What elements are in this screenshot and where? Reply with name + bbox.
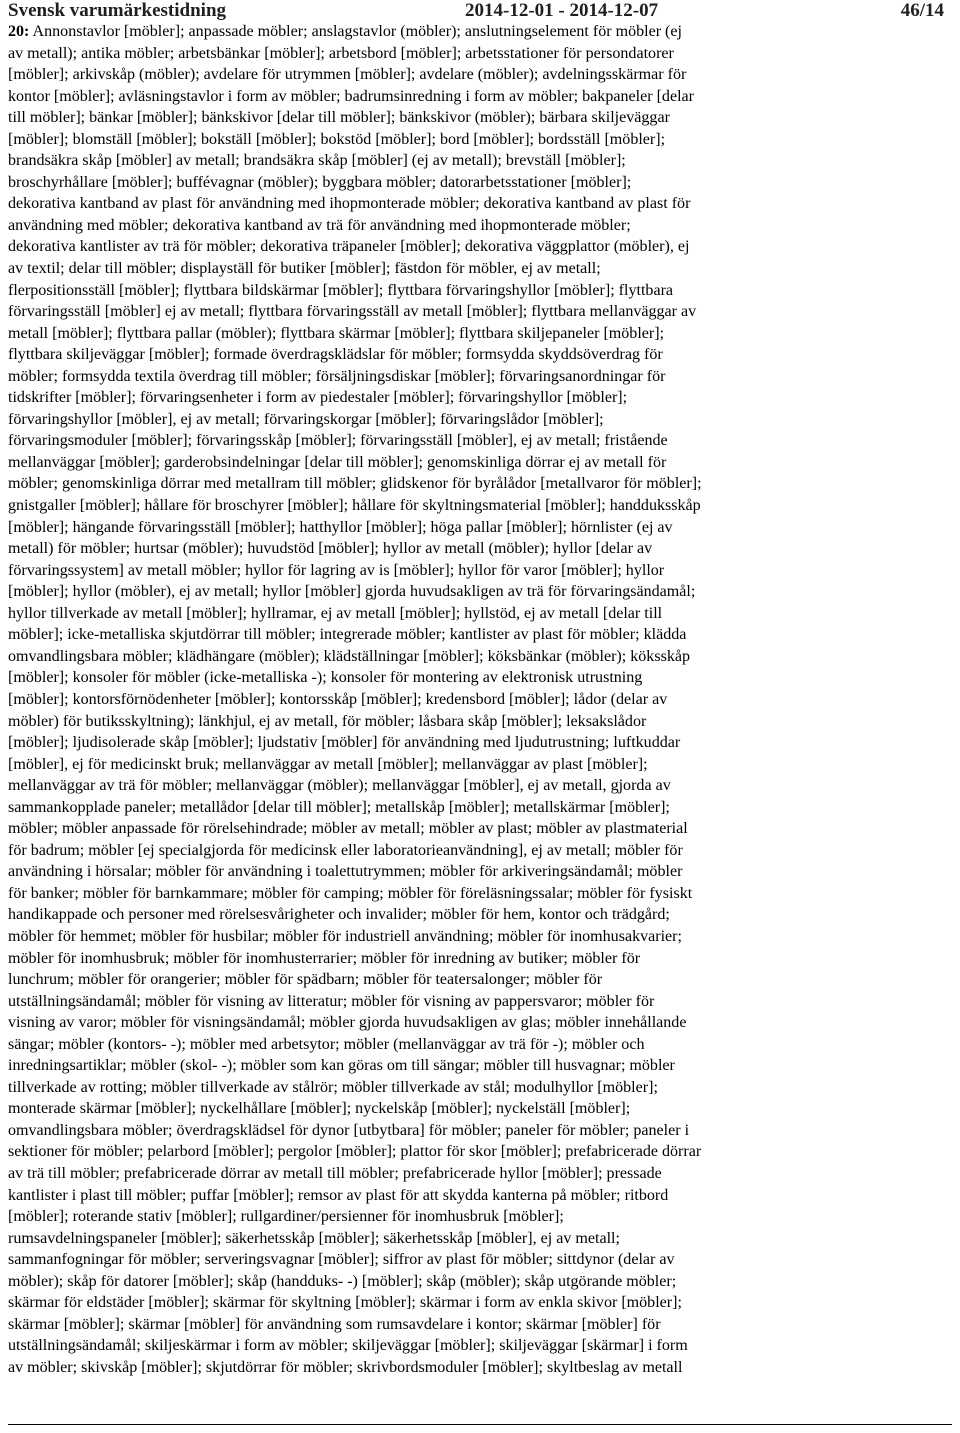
text-line: utställningsändamål; möbler för visning av litteratur; möbler för visning av pappersvaror; möbler för [8, 991, 655, 1010]
running-header [8, 0, 952, 22]
page-number: 46/14 [900, 0, 944, 21]
text-line: flerpositionsställ [möbler]; flyttbara bildskärmar [möbler]; flyttbara förvaringshyllor [möbler]; flyttbara [8, 280, 674, 299]
text-line: [möbler]; kontorsförnödenheter [möbler]; kontorsskåp [möbler]; kredensbord [möbler]; lådor (delar av [8, 689, 668, 708]
text-line: gnistgaller [möbler]; hållare för broschyrer [möbler]; hållare för skyltningsmaterial [möbler]; handduksskåp [8, 496, 701, 515]
text-line: av möbler; skivskåp [möbler]; skjutdörrar för möbler; skrivbordsmoduler [möbler]; skyltbeslag av metall [8, 1357, 683, 1376]
text-line: möbler; möbler anpassade för rörelsehindrade; möbler av metall; möbler av plast; möbler av plastmaterial [8, 819, 688, 838]
text-line: [möbler]; blomställ [möbler]; bokställ [möbler]; bokstöd [möbler]; bord [möbler]; bordsställ [möbler]; [8, 129, 666, 148]
text-line: [möbler]; arkivskåp (möbler); avdelare för utrymmen [möbler]; avdelare (möbler); avdelningsskärmar för [8, 65, 687, 84]
text-line: mellanväggar [möbler]; garderobsindelningar [delar till möbler]; genomskinliga dörrar ej av metall för [8, 452, 667, 471]
text-line: möbler) för butiksskyltning); länkhjul, ej av metall, för möbler; låsbara skåp [möbler]; leksakslådor [8, 711, 647, 730]
text-line: visning av varor; möbler för visningsändamål; möbler gjorda huvudsakligen av glas; möbler innehållande [8, 1013, 687, 1032]
text-line: möbler; formsydda textila överdrag till möbler; försäljningsdiskar [möbler]; förvaringsanordningar för [8, 366, 666, 385]
text-line: [möbler]; roterande stativ [möbler]; rullgardiner/persienner för inomhusbruk [möbler]; [8, 1207, 564, 1226]
text-line: dekorativa kantlister av trä för möbler; dekorativa träpaneler [möbler]; dekorativa väggplattor (möbler), ej [8, 237, 690, 256]
text-line: monterade skärmar [möbler]; nyckelhållare [möbler]; nyckelskåp [möbler]; nyckelställ [möbler]; [8, 1099, 631, 1118]
text-line-content: Annonstavlor [möbler]; anpassade möbler; anslagstavlor (möbler); anslutningselement för möbler (ej [32, 22, 682, 40]
class-number: 20: [8, 22, 30, 40]
text-line: för banker; möbler för barnkammare; möbler för camping; möbler för föreläsningssalar; möbler för fysiskt [8, 883, 693, 902]
footer-divider [8, 1424, 952, 1425]
text-line: möbler för inomhusbruk; möbler för inomhusterrarier; möbler för inredning av butiker; möbler för [8, 948, 641, 967]
text-line: inredningsartiklar; möbler (skol- -); möbler som kan göras om till sängar; möbler till husvagnar; möbler [8, 1056, 675, 1075]
text-line: [möbler], ej för medicinskt bruk; mellanväggar av metall [möbler]; mellanväggar av plast [möbler]; [8, 754, 648, 773]
text-line: kantlister i plast till möbler; puffar [möbler]; remsor av plast för att skydda kanterna på möbler; ritbord [8, 1185, 669, 1204]
text-line: metall [möbler]; flyttbara pallar (möbler); flyttbara skärmar [möbler]; flyttbara skiljepaneler [möbler]; [8, 323, 665, 342]
text-line: användning med möbler; dekorativa kantband av trä för användning med ihopmonterade möbler; [8, 215, 631, 234]
text-line: möbler för hemmet; möbler för husbilar; möbler för industriell användning; möbler för inomhusakvarier; [8, 926, 682, 945]
text-line: sektioner för möbler; pelarbord [möbler]; pergolor [möbler]; plattor för skor [möbler]; prefabricerade dörrar [8, 1142, 702, 1161]
publication-title: Svensk varumärkestidning [8, 0, 227, 21]
text-line: möbler]; icke-metalliska skjutdörrar till möbler; integrerade möbler; kantlister av plast för möbler; klädda [8, 625, 687, 644]
text-line: möbler; genomskinliga dörrar med metallram till möbler; glidskenor för byrålådor [metallvaror för möbler]; [8, 474, 702, 493]
text-line: tidskrifter [möbler]; förvaringsenheter i form av piedestaler [möbler]; förvaringshyllor [möbler]; [8, 388, 628, 407]
text-line: handikappade och personer med rörelsesvårigheter och invalider; möbler för hem, kontor och trädgård; [8, 905, 670, 924]
text-line: för badrum; möbler [ej specialgjorda för medicinsk eller laboratorieanvändning], ej av metall; möbler för [8, 840, 683, 859]
text-line: [möbler]; ljudisolerade skåp [möbler]; ljudstativ [möbler] för användning med ljudutrustning; luftkuddar [8, 733, 681, 752]
text-line: brandsäkra skåp [möbler] av metall; brandsäkra skåp [möbler] (ej av metall); brevställ [möbler]; [8, 151, 626, 170]
text-line: sammanfogningar för möbler; serveringsvagnar [möbler]; siffror av plast för möbler; sittdynor (delar av [8, 1250, 675, 1269]
text-line: utställningsändamål; skiljeskärmar i form av möbler; skiljeväggar [möbler]; skiljeväggar [skärmar] i form [8, 1336, 688, 1355]
text-line: av textil; delar till möbler; displayställ för butiker [möbler]; fästdon för möbler, ej av metall; [8, 259, 601, 278]
text-line: [möbler]; hängande förvaringsställ [möbler]; hatthyllor [möbler]; höga pallar [möbler]; hörnlister (ej av [8, 517, 673, 536]
text-line [8, 21, 952, 43]
text-line: förvaringssystem] av metall möbler; hyllor för lagring av is [möbler]; hyllor för varor [möbler]; hyllor [8, 560, 665, 579]
text-line: kontor [möbler]; avläsningstavlor i form av möbler; badrumsinredning i form av möbler; bakpaneler [delar [8, 86, 695, 105]
text-line: möbler); skåp för datorer [möbler]; skåp (handduks- -) [möbler]; skåp (möbler); skåp utgörande möbler; [8, 1271, 677, 1290]
publication-date-range: 2014-12-01 - 2014-12-07 [465, 0, 659, 21]
goods-description-text [8, 21, 960, 1378]
text-line: dekorativa kantband av plast för användning med ihopmonterade möbler; dekorativa kantband av plast för [8, 194, 691, 213]
text-line: flyttbara skiljeväggar [möbler]; formade överdragsklädslar för möbler; formsydda skyddsöverdrag för [8, 345, 663, 364]
text-line: förvaringshyllor [möbler], ej av metall; förvaringskorgar [möbler]; förvaringslådor [möbler]; [8, 409, 604, 428]
text-line: mellanväggar av trä för möbler; mellanväggar (möbler); mellanväggar [möbler], ej av metall, gjorda av [8, 776, 671, 795]
text-line: tillverkade av rotting; möbler tillverkade av stålrör; möbler tillverkade av stål; modulhyllor [möbler]; [8, 1077, 658, 1096]
text-line: [möbler]; konsoler för möbler (icke-metalliska -); konsoler för montering av elektronisk utrustning [8, 668, 643, 687]
text-line: av trä till möbler; prefabricerade dörrar av metall till möbler; prefabricerade hyllor [möbler]; pressade [8, 1163, 662, 1182]
text-line: metall) för möbler; hurtsar (möbler); huvudstöd [möbler]; hyllor av metall (möbler); hyllor [delar av [8, 539, 653, 558]
text-line: användning i hörsalar; möbler för användning i toalettutrymmen; möbler för arkiveringsändamål; möbler [8, 862, 683, 881]
text-line: av metall); antika möbler; arbetsbänkar [möbler]; arbetsbord [möbler]; arbetsstationer för persondatorer [8, 43, 674, 62]
text-line: till möbler]; bänkar [möbler]; bänkskivor [delar till möbler]; bänkskivor (möbler); bärbara skiljeväggar [8, 108, 670, 127]
text-line: hyllor tillverkade av metall [möbler]; hyllramar, ej av metall [möbler]; hyllstöd, ej av metall [delar till [8, 603, 663, 622]
text-line: skärmar [möbler]; skärmar [möbler] för användning som rumsavdelare i kontor; skärmar [möbler] för [8, 1314, 661, 1333]
text-line: omvandlingsbara möbler; klädhängare (möbler); klädställningar [möbler]; köksbänkar (möbler); köksskåp [8, 646, 691, 665]
text-line: förvaringsställ [möbler] ej av metall; flyttbara förvaringsställ av metall [möbler]; flyttbara mellanväggar av [8, 302, 697, 321]
text-line: broschyrhållare [möbler]; buffévagnar (möbler); byggbara möbler; datorarbetsstationer [möbler]; [8, 172, 632, 191]
text-line: förvaringsmoduler [möbler]; förvaringsskåp [möbler]; förvaringsställ [möbler], ej av metall; fristående [8, 431, 668, 450]
text-line: lunchrum; möbler för orangerier; möbler för spädbarn; möbler för teatersalonger; möbler för [8, 970, 603, 989]
text-line: [möbler]; hyllor (möbler), ej av metall; hyllor [möbler] gjorda huvudsakligen av trä för förvaringsändamål; [8, 582, 696, 601]
text-line: omvandlingsbara möbler; överdragsklädsel för dynor [utbytbara] för möbler; paneler för möbler; paneler i [8, 1120, 690, 1139]
text-line: skärmar för eldstäder [möbler]; skärmar för skyltning [möbler]; skärmar i form av enkla skivor [möbler]; [8, 1293, 682, 1312]
text-line: rumsavdelningspaneler [möbler]; säkerhetsskåp [möbler]; säkerhetsskåp [möbler], ej av metall; [8, 1228, 620, 1247]
text-line: sammankopplade paneler; metallådor [delar till möbler]; metallskåp [möbler]; metallskärmar [möbler]; [8, 797, 670, 816]
text-line: sängar; möbler (kontors- -); möbler med arbetsytor; möbler (mellanväggar av trä för -); möbler och [8, 1034, 645, 1053]
